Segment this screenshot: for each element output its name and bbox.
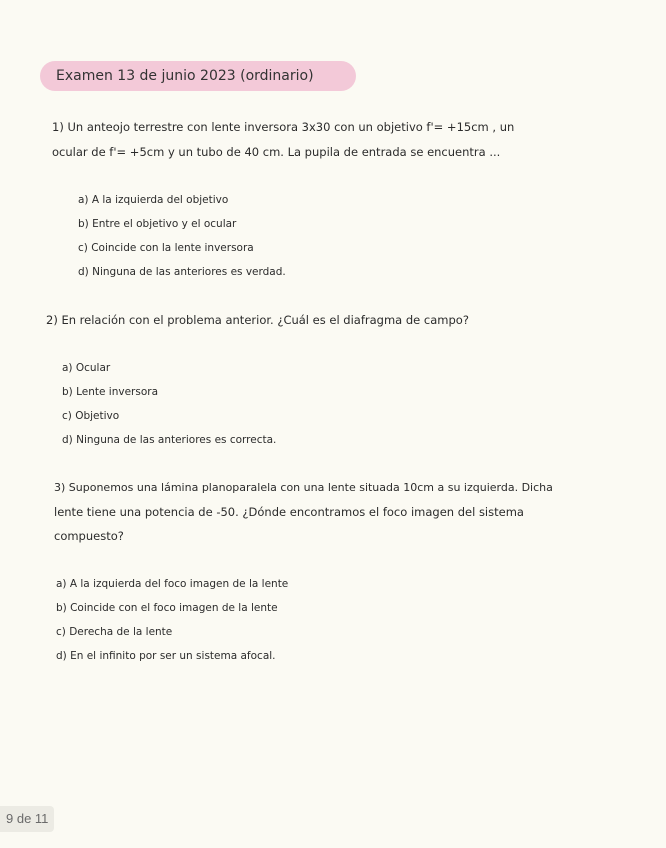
page-indicator: 9 de 11 — [0, 806, 54, 832]
question-3-option-a: a) A la izquierda del foco imagen de la lente — [56, 578, 289, 590]
question-2-option-a: a) Ocular — [62, 362, 111, 374]
question-3-option-d: d) En el infinito por ser un sistema afocal. — [56, 650, 276, 662]
question-1-option-b: b) Entre el objetivo y el ocular — [78, 218, 237, 230]
question-2-option-b: b) Lente inversora — [62, 386, 159, 398]
question-2-line-1: 2) En relación con el problema anterior. ¿Cuál es el diafragma de campo? — [46, 313, 469, 327]
question-3-option-b: b) Coincide con el foco imagen de la lente — [56, 602, 278, 614]
question-3-line-2: lente tiene una potencia de -50. ¿Dónde encontramos el foco imagen del sistema — [54, 505, 524, 519]
question-1-option-d: d) Ninguna de las anteriores es verdad. — [78, 266, 286, 278]
exam-title: Examen 13 de junio 2023 (ordinario) — [56, 68, 314, 84]
question-3-line-1: 3) Suponemos una lámina planoparalela con una lente situada 10cm a su izquierda. Dicha — [54, 481, 553, 494]
question-2-option-c: c) Objetivo — [62, 410, 120, 422]
question-1-option-c: c) Coincide con la lente inversora — [78, 242, 254, 254]
question-3-option-c: c) Derecha de la lente — [56, 626, 173, 638]
question-3-line-3: compuesto? — [54, 529, 124, 543]
question-1-line-2: ocular de f'= +5cm y un tubo de 40 cm. La pupila de entrada se encuentra ... — [52, 145, 501, 159]
question-1-option-a: a) A la izquierda del objetivo — [78, 194, 229, 206]
question-1-line-1: 1) Un anteojo terrestre con lente inversora 3x30 con un objetivo f'= +15cm , un — [52, 120, 515, 134]
question-2-option-d: d) Ninguna de las anteriores es correcta. — [62, 434, 277, 446]
